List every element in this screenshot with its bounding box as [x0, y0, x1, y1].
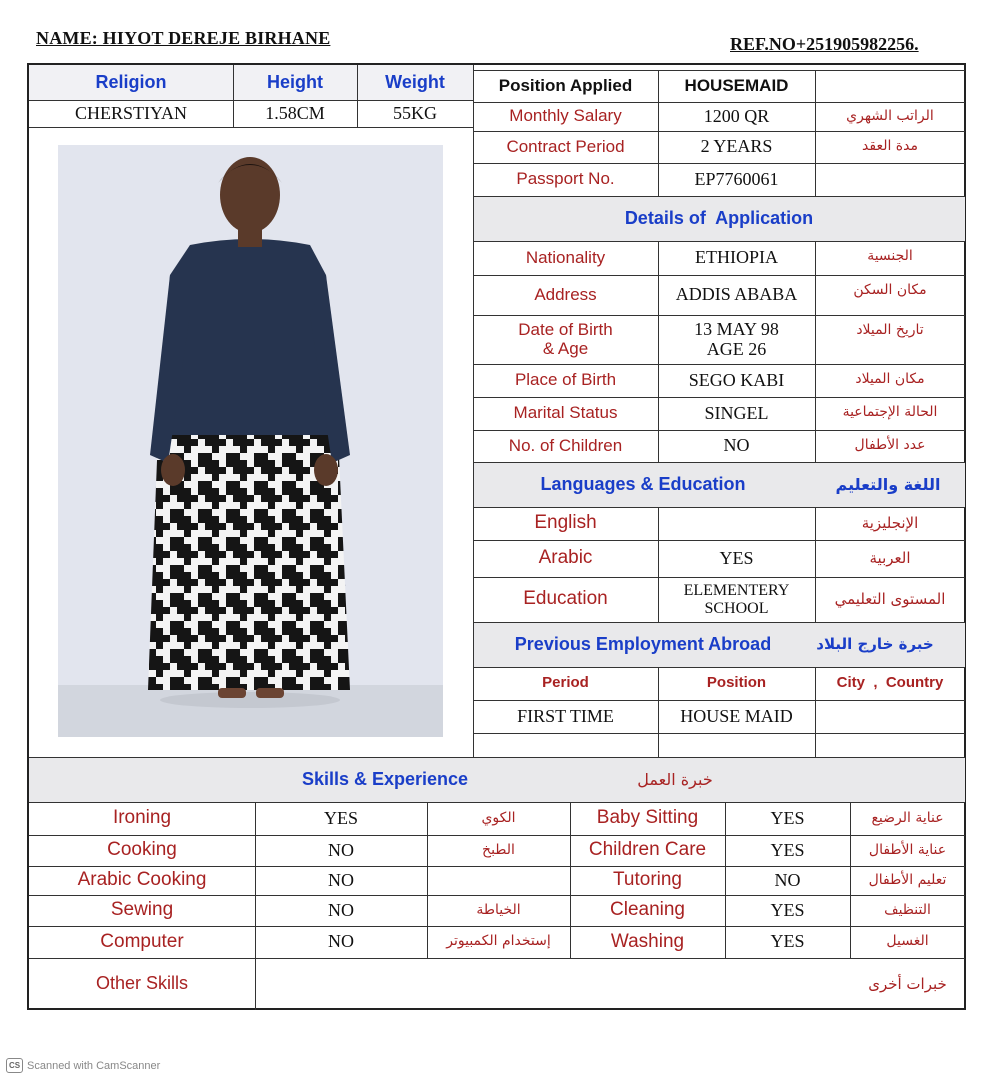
language-value: ELEMENTERY SCHOOL [683, 581, 790, 617]
grid-line [570, 802, 571, 958]
grid-line [658, 507, 659, 622]
position-applied-label: Position Applied [498, 75, 633, 95]
detail-value: ADDIS ABABA [675, 284, 798, 305]
grid-line [473, 65, 474, 757]
grid-line [473, 462, 965, 463]
grid-line [815, 102, 816, 196]
language-value: YES [719, 547, 754, 568]
position-applied-value: HOUSEMAID [684, 75, 789, 95]
grid-line [427, 802, 428, 958]
language-arabic: العربية [869, 549, 911, 568]
grid-line [357, 65, 358, 127]
skill-label: Cooking [107, 839, 177, 861]
detail-label: No. of Children [508, 435, 623, 455]
grid-line [29, 127, 473, 128]
employment-cell [815, 733, 965, 757]
skill-label: Sewing [110, 899, 174, 921]
grid-line [473, 364, 965, 365]
grid-line [29, 958, 965, 959]
detail-label: Address [534, 284, 597, 304]
grid-line [658, 70, 659, 102]
detail-label: Place of Birth [514, 370, 617, 390]
grid-line [658, 241, 659, 462]
skill-value: YES [770, 807, 805, 828]
applicant-photo [58, 145, 443, 737]
grid-line [29, 100, 473, 101]
detail-arabic: تاريخ الميلاد [856, 322, 924, 338]
skill-arabic: الخياطة [476, 901, 521, 918]
applicant-name: NAME: HIYOT DEREJE BIRHANE [36, 28, 331, 48]
grid-line [473, 275, 965, 276]
detail-arabic: الحالة الإجتماعية [842, 404, 938, 420]
language-label: English [534, 512, 597, 534]
skills-section-title: Skills & Experience [301, 768, 469, 789]
grid-line [473, 667, 965, 668]
grid-line [473, 430, 965, 431]
contract-arabic: الراتب الشهري [846, 107, 934, 124]
camscanner-text: Scanned with CamScanner [27, 1059, 161, 1072]
camscanner-watermark [6, 1058, 160, 1073]
language-label: Arabic [538, 547, 593, 569]
grid-line [473, 700, 965, 701]
employment-cell [658, 733, 815, 757]
skill-label: Arabic Cooking [77, 869, 207, 891]
contract-label: Monthly Salary [509, 106, 622, 126]
skill-label: Children Care [588, 839, 707, 861]
grid-line [473, 507, 965, 508]
skill-value: YES [770, 839, 805, 860]
skill-arabic: عناية الأطفال [868, 841, 947, 858]
grid-line [473, 733, 965, 734]
employment-column-header: Position [706, 674, 767, 692]
grid-line [473, 102, 965, 103]
grid-line [473, 577, 965, 578]
weight-label: Weight [385, 71, 445, 92]
skill-value: YES [770, 931, 805, 952]
details-section-title: Details of Application [624, 207, 814, 228]
detail-label: Date of Birth & Age [518, 319, 613, 358]
skill-label: Tutoring [613, 869, 682, 891]
language-arabic: الإنجليزية [861, 514, 919, 533]
contract-arabic [815, 163, 965, 196]
detail-value: 13 MAY 98 AGE 26 [694, 318, 779, 359]
other-skills-arabic: خبرات أخرى [868, 974, 947, 993]
skill-value: NO [328, 869, 354, 890]
detail-value: SINGEL [704, 402, 769, 423]
skill-arabic: الكوي [481, 809, 516, 826]
detail-arabic: عدد الأطفال [854, 437, 926, 453]
language-label: Education [523, 588, 608, 610]
detail-label: Nationality [525, 247, 606, 267]
employment-section-arabic-title: خبرة خارج البلاد [816, 635, 934, 654]
skill-arabic: الطبخ [482, 841, 515, 858]
contract-value: 1200 QR [703, 105, 770, 126]
grid-line [850, 802, 851, 958]
contract-value: EP7760061 [694, 168, 779, 189]
employment-cell: FIRST TIME [517, 705, 614, 726]
skill-value: NO [774, 869, 801, 890]
grid-line [233, 65, 234, 127]
contract-arabic: مدة العقد [862, 138, 918, 155]
language-value [658, 507, 815, 540]
grid-line [29, 757, 965, 758]
skill-arabic: عناية الرضيع [871, 809, 944, 826]
skill-label: Cleaning [610, 899, 685, 921]
reference-number: REF.NO+251905982256. [730, 34, 919, 54]
grid-line [658, 667, 659, 757]
detail-arabic: مكان الميلاد [855, 371, 925, 387]
skill-arabic: التنظيف [884, 901, 931, 918]
grid-line [815, 241, 816, 462]
skill-label: Computer [100, 930, 184, 952]
employment-cell: HOUSE MAID [680, 705, 793, 726]
weight-value: 55KG [393, 102, 437, 123]
grid-line [29, 835, 965, 836]
employment-section-title: Previous Employment Abroad [514, 633, 772, 654]
skill-label: Baby Sitting [596, 807, 699, 829]
camscanner-logo-icon: CS [6, 1058, 23, 1073]
grid-line [473, 70, 965, 71]
grid-line [473, 622, 965, 623]
employment-cell [473, 733, 658, 757]
contract-value: 2 YEARS [700, 136, 773, 157]
skill-value: NO [328, 899, 354, 920]
grid-line [815, 667, 816, 757]
grid-line [473, 315, 965, 316]
detail-value: ETHIOPIA [695, 247, 778, 268]
employment-column-header: Period [542, 674, 589, 692]
detail-arabic: مكان السكن [853, 282, 927, 298]
skill-arabic: الغسيل [886, 933, 929, 950]
grid-line [473, 131, 965, 132]
skill-label: Washing [610, 930, 685, 952]
grid-line [255, 802, 256, 1010]
language-arabic: المستوى التعليمي [834, 590, 946, 609]
grid-line [725, 802, 726, 958]
detail-value: SEGO KABI [688, 369, 785, 390]
grid-line [473, 241, 965, 242]
skills-section-arabic-title: خبرة العمل [637, 769, 713, 789]
height-label: Height [267, 71, 323, 92]
grid-line [815, 507, 816, 622]
skill-label: Ironing [112, 807, 172, 829]
grid-line [29, 926, 965, 927]
other-skills-label: Other Skills [95, 973, 189, 994]
employment-cell [815, 700, 965, 733]
detail-arabic: الجنسية [867, 248, 913, 264]
religion-label: Religion [95, 71, 167, 92]
detail-value: NO [723, 435, 750, 456]
grid-line [29, 802, 965, 803]
grid-line [29, 895, 965, 896]
contract-label: Passport No. [516, 169, 615, 189]
grid-line [29, 866, 965, 867]
languages-section-title: Languages & Education [540, 473, 746, 494]
grid-line [658, 102, 659, 196]
contract-label: Contract Period [506, 136, 625, 156]
skill-value: NO [328, 839, 354, 860]
skill-value: YES [770, 899, 805, 920]
person-photo-image [58, 145, 443, 737]
employment-column-header: City , Country [836, 674, 944, 692]
skill-arabic: إستخدام الكمبيوتر [446, 933, 551, 950]
skill-value: NO [328, 931, 354, 952]
languages-section-arabic-title: اللغة والتعليم [835, 474, 941, 494]
skill-arabic [427, 866, 570, 895]
grid-line [815, 70, 816, 102]
grid-line [473, 540, 965, 541]
grid-line [473, 196, 965, 197]
height-value: 1.58CM [265, 102, 325, 123]
skill-value: YES [323, 807, 358, 828]
grid-line [473, 163, 965, 164]
detail-label: Marital Status [513, 403, 618, 423]
skill-arabic: تعليم الأطفال [868, 871, 947, 888]
religion-value: CHERSTIYAN [74, 102, 187, 123]
grid-line [473, 397, 965, 398]
